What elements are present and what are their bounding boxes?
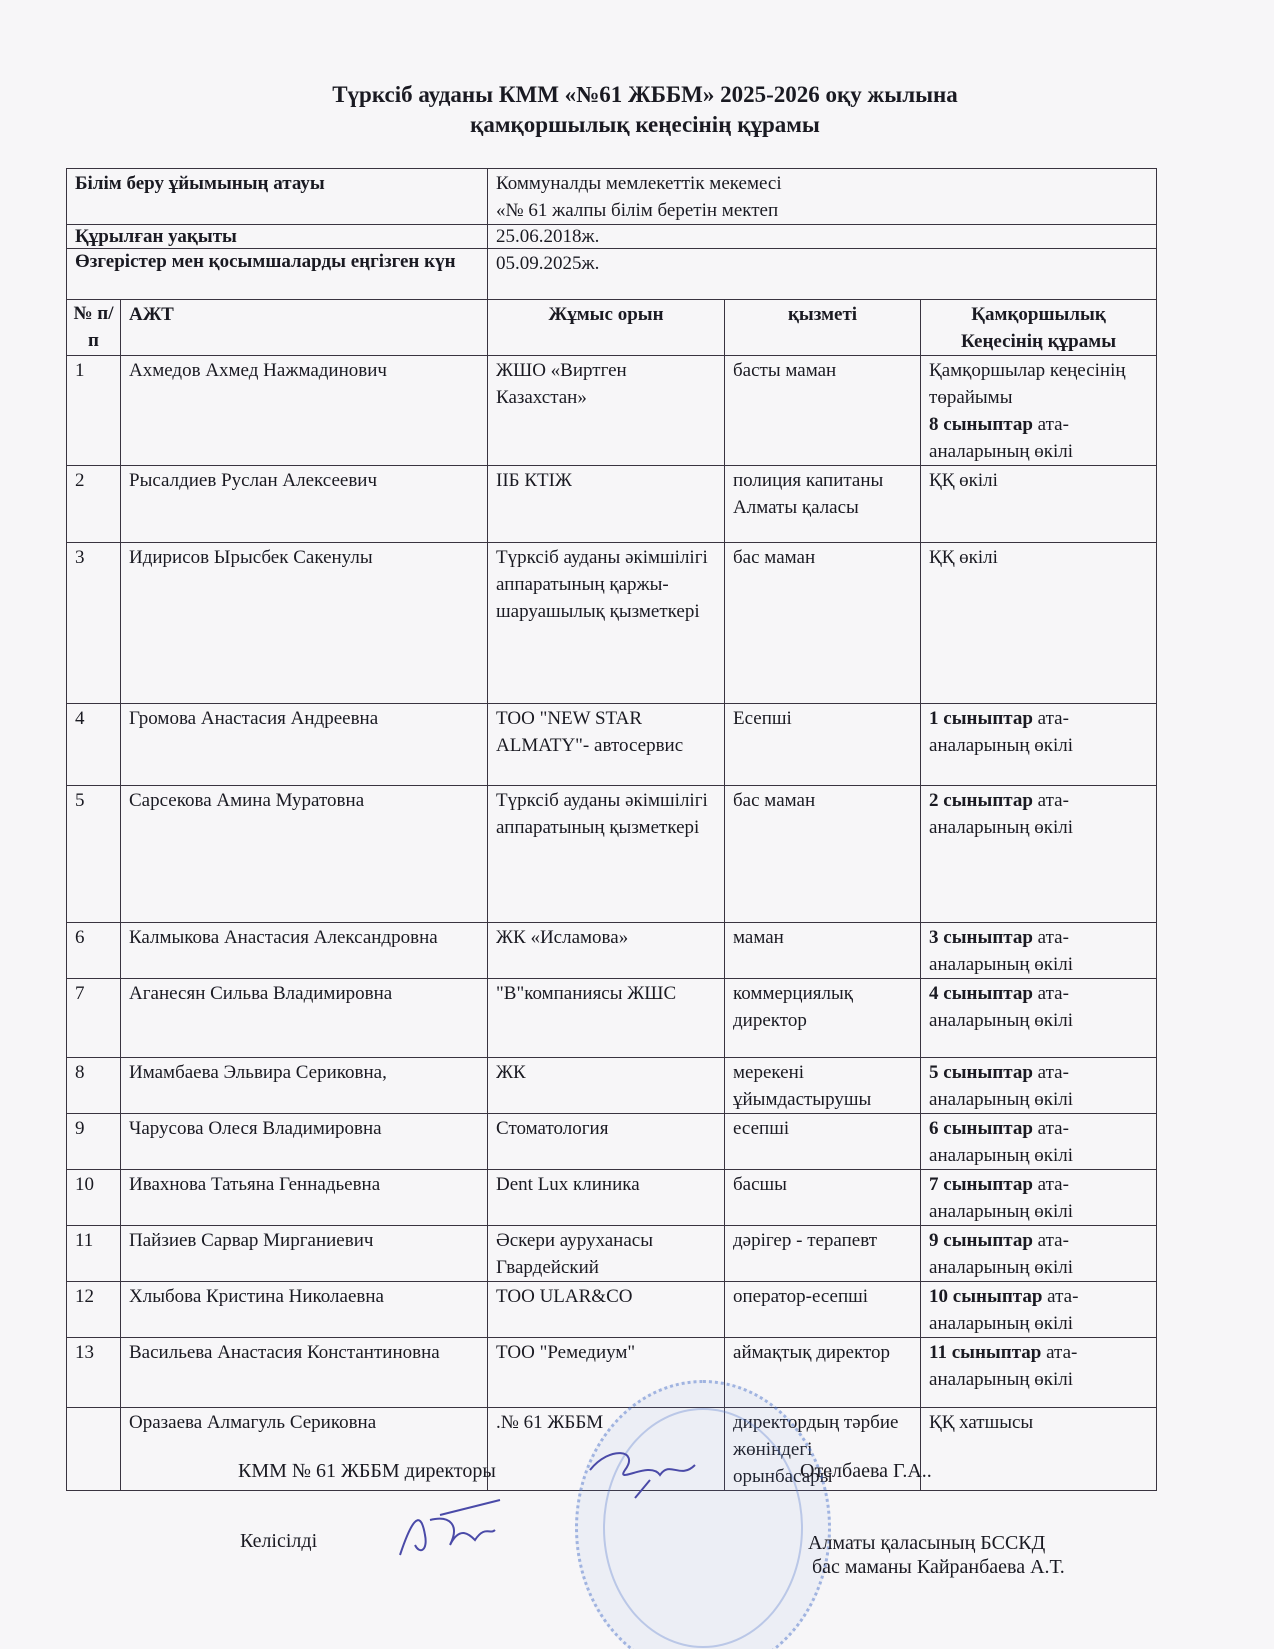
info-row bbox=[67, 225, 1157, 249]
workplace: ІІБ КТІЖ bbox=[488, 466, 725, 543]
workplace: Стоматология bbox=[488, 1114, 725, 1170]
info-value: 25.06.2018ж. bbox=[488, 225, 1157, 249]
position: басшы bbox=[725, 1170, 921, 1226]
role-text: ҚҚ өкілі bbox=[929, 470, 998, 491]
member-name: Васильева Анастасия Константиновна bbox=[121, 1338, 488, 1408]
row-number: 4 bbox=[67, 704, 121, 786]
role-text: ата-аналарының өкілі bbox=[929, 1342, 1078, 1390]
role-text: 7 сыныптар bbox=[929, 1174, 1033, 1195]
workplace: ЖК «Исламова» bbox=[488, 923, 725, 979]
agreed-org: Алматы қаласының БССКД bbox=[808, 1532, 1046, 1554]
row-number: 8 bbox=[67, 1058, 121, 1114]
row-number: 2 bbox=[67, 466, 121, 543]
header-name: АЖТ bbox=[121, 300, 488, 356]
workplace: Түрксіб ауданы әкімшілігі аппаратының қызметкері bbox=[488, 786, 725, 923]
table-row bbox=[67, 1282, 1157, 1338]
table-row bbox=[67, 1170, 1157, 1226]
position: басты маман bbox=[725, 356, 921, 466]
row-number: 7 bbox=[67, 979, 121, 1058]
role-text: 9 сыныптар bbox=[929, 1230, 1033, 1251]
director-signature bbox=[580, 1440, 720, 1500]
row-number: 10 bbox=[67, 1170, 121, 1226]
council-role bbox=[921, 704, 1157, 786]
agreed-signature bbox=[390, 1495, 510, 1565]
member-name: Оразаева Алмагуль Сериковна bbox=[121, 1408, 488, 1491]
workplace: ЖШО «Виртген Казахстан» bbox=[488, 356, 725, 466]
table-row bbox=[67, 543, 1157, 704]
table-row bbox=[67, 356, 1157, 466]
member-name: Чарусова Олеся Владимировна bbox=[121, 1114, 488, 1170]
document-title bbox=[0, 80, 1274, 140]
row-number bbox=[67, 1408, 121, 1491]
council-role bbox=[921, 466, 1157, 543]
title-line-1: Түрксіб ауданы КММ «№61 ЖББМ» 2025-2026 оқу жылына bbox=[332, 82, 958, 107]
workplace: ТОО "Ремедиум" bbox=[488, 1338, 725, 1408]
role-text: ата-аналарының өкілі bbox=[929, 927, 1074, 975]
row-number: 6 bbox=[67, 923, 121, 979]
council-role bbox=[921, 979, 1157, 1058]
row-number: 1 bbox=[67, 356, 121, 466]
role-text: ата-аналарының өкілі bbox=[929, 1286, 1079, 1334]
workplace: ЖК bbox=[488, 1058, 725, 1114]
workplace: ТОО ULAR&CO bbox=[488, 1282, 725, 1338]
role-text: ҚҚ хатшысы bbox=[929, 1412, 1034, 1433]
position: дәрігер - терапевт bbox=[725, 1226, 921, 1282]
member-name: Сарсекова Амина Муратовна bbox=[121, 786, 488, 923]
table-row bbox=[67, 466, 1157, 543]
member-name: Хлыбова Кристина Николаевна bbox=[121, 1282, 488, 1338]
role-text: ата-аналарының өкілі bbox=[929, 983, 1074, 1031]
info-value: 05.09.2025ж. bbox=[488, 249, 1157, 300]
role-text: ата-аналарының өкілі bbox=[929, 790, 1074, 838]
council-role bbox=[921, 1114, 1157, 1170]
workplace: Түрксіб ауданы әкімшілігі аппаратының қаржы-шаруашылық қызметкері bbox=[488, 543, 725, 704]
agreed-name: бас маманы Кайранбаева А.Т. bbox=[812, 1556, 1065, 1578]
row-number: 5 bbox=[67, 786, 121, 923]
member-name: Ахмедов Ахмед Нажмадинович bbox=[121, 356, 488, 466]
position: оператор-есепші bbox=[725, 1282, 921, 1338]
header-num: № п/п bbox=[67, 300, 121, 356]
position: Есепші bbox=[725, 704, 921, 786]
council-role bbox=[921, 786, 1157, 923]
member-name: Калмыкова Анастасия Александровна bbox=[121, 923, 488, 979]
council-role bbox=[921, 1338, 1157, 1408]
column-headers bbox=[67, 300, 1157, 356]
director-name: Отелбаева Г.А.. bbox=[800, 1460, 932, 1482]
position: есепші bbox=[725, 1114, 921, 1170]
workplace: .№ 61 ЖББМ bbox=[488, 1408, 725, 1491]
table-row bbox=[67, 704, 1157, 786]
info-row bbox=[67, 169, 1157, 225]
council-table bbox=[66, 168, 1157, 1491]
role-text: 3 сыныптар bbox=[929, 927, 1033, 948]
member-name: Идирисов Ырысбек Сакенулы bbox=[121, 543, 488, 704]
table-row bbox=[67, 1114, 1157, 1170]
title-line-2: қамқоршылық кеңесінің құрамы bbox=[470, 112, 820, 137]
info-label: Білім беру ұйымының атауы bbox=[67, 169, 488, 225]
row-number: 3 bbox=[67, 543, 121, 704]
role-text: ата-аналарының өкілі bbox=[929, 1174, 1074, 1222]
role-text: ата-аналарының өкілі bbox=[929, 1062, 1074, 1110]
row-number: 9 bbox=[67, 1114, 121, 1170]
table-row bbox=[67, 979, 1157, 1058]
role-text: 11 сыныптар bbox=[929, 1342, 1042, 1363]
member-name: Рысалдиев Руслан Алексеевич bbox=[121, 466, 488, 543]
row-number: 13 bbox=[67, 1338, 121, 1408]
role-text: 8 сыныптар bbox=[929, 414, 1033, 435]
position: коммерциялық директор bbox=[725, 979, 921, 1058]
role-text: 4 сыныптар bbox=[929, 983, 1033, 1004]
workplace: ТОО "NEW STAR ALMATY"- автосервис bbox=[488, 704, 725, 786]
row-number: 11 bbox=[67, 1226, 121, 1282]
council-role bbox=[921, 1170, 1157, 1226]
role-text: 10 сыныптар bbox=[929, 1286, 1043, 1307]
position: полиция капитаны Алматы қаласы bbox=[725, 466, 921, 543]
member-name: Громова Анастасия Андреевна bbox=[121, 704, 488, 786]
role-text: 5 сыныптар bbox=[929, 1062, 1033, 1083]
member-name: Пайзиев Сарвар Мирганиевич bbox=[121, 1226, 488, 1282]
council-role bbox=[921, 1282, 1157, 1338]
council-role bbox=[921, 923, 1157, 979]
role-text: 2 сыныптар bbox=[929, 790, 1033, 811]
member-name: Ивахнова Татьяна Геннадьевна bbox=[121, 1170, 488, 1226]
role-text: ата-аналарының өкілі bbox=[929, 1230, 1074, 1278]
position: бас маман bbox=[725, 786, 921, 923]
member-name: Аганесян Сильва Владимировна bbox=[121, 979, 488, 1058]
council-role bbox=[921, 1408, 1157, 1491]
council-role bbox=[921, 1226, 1157, 1282]
table-row bbox=[67, 1058, 1157, 1114]
agreed-label: Келісілді bbox=[240, 1530, 318, 1552]
workplace: "В"компаниясы ЖШС bbox=[488, 979, 725, 1058]
role-text: Қамқоршылар кеңесінің төрайымы bbox=[929, 360, 1126, 408]
workplace: Әскери ауруханасы Гвардейский bbox=[488, 1226, 725, 1282]
position: маман bbox=[725, 923, 921, 979]
council-role bbox=[921, 356, 1157, 466]
table-row bbox=[67, 1338, 1157, 1408]
header-position: қызметі bbox=[725, 300, 921, 356]
table-row bbox=[67, 923, 1157, 979]
council-role bbox=[921, 543, 1157, 704]
council-role bbox=[921, 1058, 1157, 1114]
member-name: Имамбаева Эльвира Сериковна, bbox=[121, 1058, 488, 1114]
position: мерекені ұйымдастырушы bbox=[725, 1058, 921, 1114]
role-text: 6 сыныптар bbox=[929, 1118, 1033, 1139]
role-text: ата-аналарының өкілі bbox=[929, 414, 1074, 462]
header-work: Жұмыс орын bbox=[488, 300, 725, 356]
director-label: КММ № 61 ЖББМ директоры bbox=[238, 1460, 496, 1482]
table-row bbox=[67, 786, 1157, 923]
info-label: Құрылған уақыты bbox=[67, 225, 488, 249]
role-text: ата-аналарының өкілі bbox=[929, 708, 1074, 756]
position: директордың тәрбие жөніндегі орынбасары bbox=[725, 1408, 921, 1491]
table-row bbox=[67, 1226, 1157, 1282]
info-row bbox=[67, 249, 1157, 300]
role-text: 1 сыныптар bbox=[929, 708, 1033, 729]
workplace: Dent Lux клиника bbox=[488, 1170, 725, 1226]
info-label: Өзгерістер мен қосымшаларды еңгізген күн bbox=[67, 249, 488, 300]
header-role: Қамқоршылық Кеңесінің құрамы bbox=[921, 300, 1157, 356]
position: бас маман bbox=[725, 543, 921, 704]
row-number: 12 bbox=[67, 1282, 121, 1338]
position: аймақтық директор bbox=[725, 1338, 921, 1408]
role-text: ҚҚ өкілі bbox=[929, 547, 998, 568]
info-value: Коммуналды мемлекеттік мекемесі «№ 61 жалпы білім беретін мектеп bbox=[488, 169, 1157, 225]
role-text: ата-аналарының өкілі bbox=[929, 1118, 1074, 1166]
